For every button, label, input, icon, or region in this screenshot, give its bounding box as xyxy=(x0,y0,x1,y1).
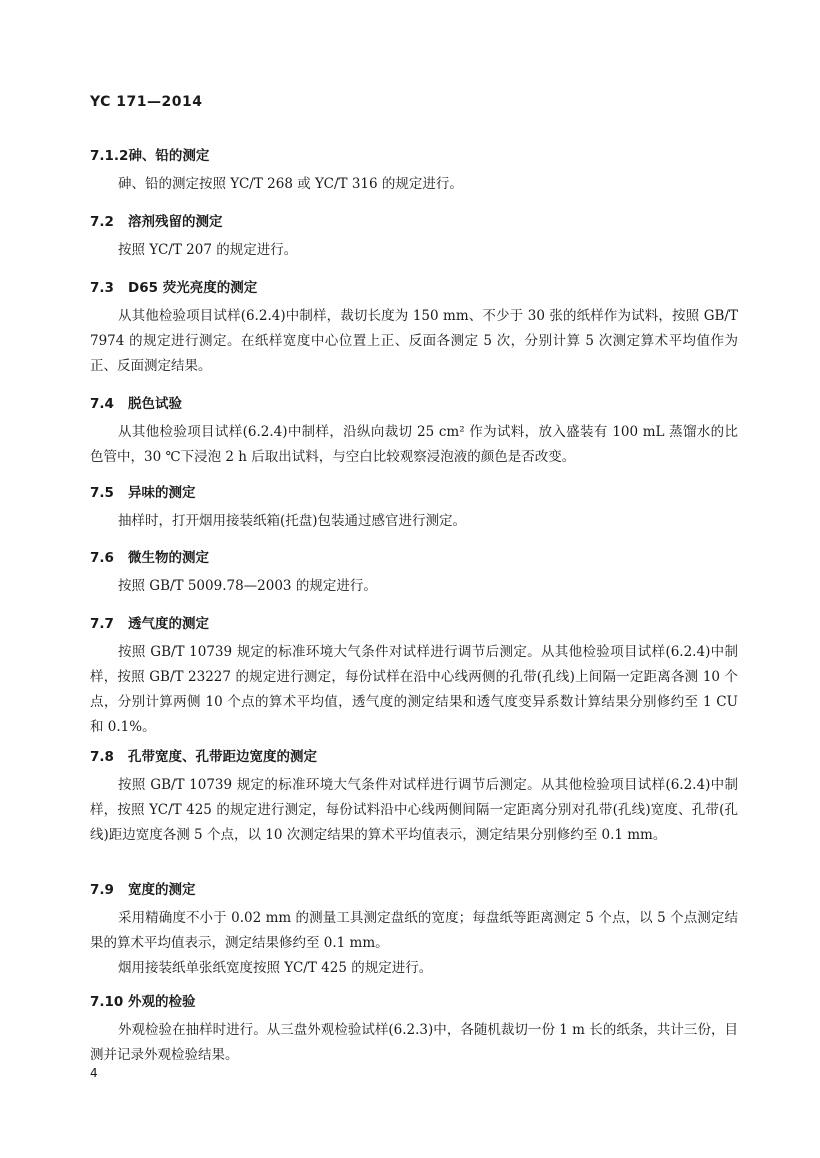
section-number: 7.3 xyxy=(90,280,114,296)
section-heading xyxy=(90,876,738,904)
section-number: 7.8 xyxy=(90,749,114,765)
section-7-5 xyxy=(90,479,738,534)
section-number: 7.4 xyxy=(90,396,114,412)
section-number: 7.5 xyxy=(90,485,114,501)
section-7-8 xyxy=(90,743,738,848)
section-7-1-2 xyxy=(90,142,738,197)
page-number: 4 xyxy=(90,1066,98,1080)
section-number: 7.10 xyxy=(90,994,124,1010)
section-7-4 xyxy=(90,390,738,470)
section-title: 宽度的测定 xyxy=(128,882,196,898)
section-title: D65 荧光亮度的测定 xyxy=(128,280,258,296)
section-title: 溶剂残留的测定 xyxy=(128,214,223,230)
section-paragraph: 采用精确度不小于 0.02 mm 的测量工具测定盘纸的宽度；每盘纸等距离测定 5 个点，以 5 个点测定结果的算术平均值表示，测定结果修约至 0.1 mm。 xyxy=(90,910,738,951)
section-number: 7.7 xyxy=(90,616,114,632)
section-number: 7.2 xyxy=(90,214,114,230)
section-heading xyxy=(90,142,738,170)
section-heading xyxy=(90,274,738,302)
section-title: 孔带宽度、孔带距边宽度的测定 xyxy=(128,749,317,765)
section-paragraph: 按照 GB/T 5009.78—2003 的规定进行。 xyxy=(118,578,377,594)
section-number: 7.1.2 xyxy=(90,148,129,164)
section-heading xyxy=(90,390,738,418)
section-7-6 xyxy=(90,544,738,599)
section-paragraph: 外观检验在抽样时进行。从三盘外观检验试样(6.2.3)中，各随机裁切一份 1 m 长的纸条，共计三份，目测并记录外观检验结果。 xyxy=(90,1022,738,1063)
section-number: 7.9 xyxy=(90,882,114,898)
section-title: 异味的测定 xyxy=(128,485,196,501)
section-paragraph: 烟用接装纸单张纸宽度按照 YC/T 425 的规定进行。 xyxy=(118,960,433,976)
section-paragraph: 抽样时，打开烟用接装纸箱(托盘)包装通过感官进行测定。 xyxy=(118,513,467,529)
section-7-2 xyxy=(90,208,738,263)
section-paragraph: 按照 GB/T 10739 规定的标准环境大气条件对试样进行调节后测定。从其他检验项目试样(6.2.4)中制样，按照 GB/T 23227 的规定进行测定，每份试样在沿中心线两侧的孔带(孔线)上间隔一定距离各测 10 个点，分别计算两侧 10 个点的算术平均值，透气度的测定结果和透气度变异系数计算结果分别修约至 1 CU 和 0.1%。 xyxy=(90,644,738,735)
section-paragraph: 按照 GB/T 10739 规定的标准环境大气条件对试样进行调节后测定。从其他检验项目试样(6.2.4)中制样，按照 YC/T 425 的规定进行测定，每份试料沿中心线两侧间隔一定距离分别对孔带(孔线)宽度、孔带(孔线)距边宽度各测 5 个点，以 10 次测定结果的算术平均值表示，测定结果分别修约至 0.1 mm。 xyxy=(90,777,738,843)
section-heading xyxy=(90,208,738,236)
section-heading xyxy=(90,743,738,771)
section-title: 脱色试验 xyxy=(128,396,182,412)
section-paragraph: 按照 YC/T 207 的规定进行。 xyxy=(118,242,298,258)
section-paragraph: 砷、铅的测定按照 YC/T 268 或 YC/T 316 的规定进行。 xyxy=(118,176,463,192)
section-7-10 xyxy=(90,988,738,1068)
section-title: 砷、铅的测定 xyxy=(128,148,210,164)
standard-code-header: YC 171—2014 xyxy=(90,94,203,110)
section-title: 透气度的测定 xyxy=(128,616,209,632)
section-7-9 xyxy=(90,876,738,981)
section-heading xyxy=(90,544,738,572)
section-7-3 xyxy=(90,274,738,379)
section-heading xyxy=(90,479,738,507)
section-heading xyxy=(90,610,738,638)
section-paragraph: 从其他检验项目试样(6.2.4)中制样，沿纵向裁切 25 cm² 作为试料，放入盛装有 100 mL 蒸馏水的比色管中，30 ℃下浸泡 2 h 后取出试料，与空白比较观察浸泡液的颜色是否改变。 xyxy=(90,424,738,465)
section-title: 外观的检验 xyxy=(128,994,196,1010)
section-7-7 xyxy=(90,610,738,740)
section-heading xyxy=(90,988,738,1016)
section-number: 7.6 xyxy=(90,550,114,566)
section-title: 微生物的测定 xyxy=(128,550,209,566)
section-paragraph: 从其他检验项目试样(6.2.4)中制样，裁切长度为 150 mm、不少于 30 张的纸样作为试料，按照 GB/T 7974 的规定进行测定。在纸样宽度中心位置上正、反面各测定 5 次，分别计算 5 次测定算术平均值作为正、反面测定结果。 xyxy=(90,308,738,374)
